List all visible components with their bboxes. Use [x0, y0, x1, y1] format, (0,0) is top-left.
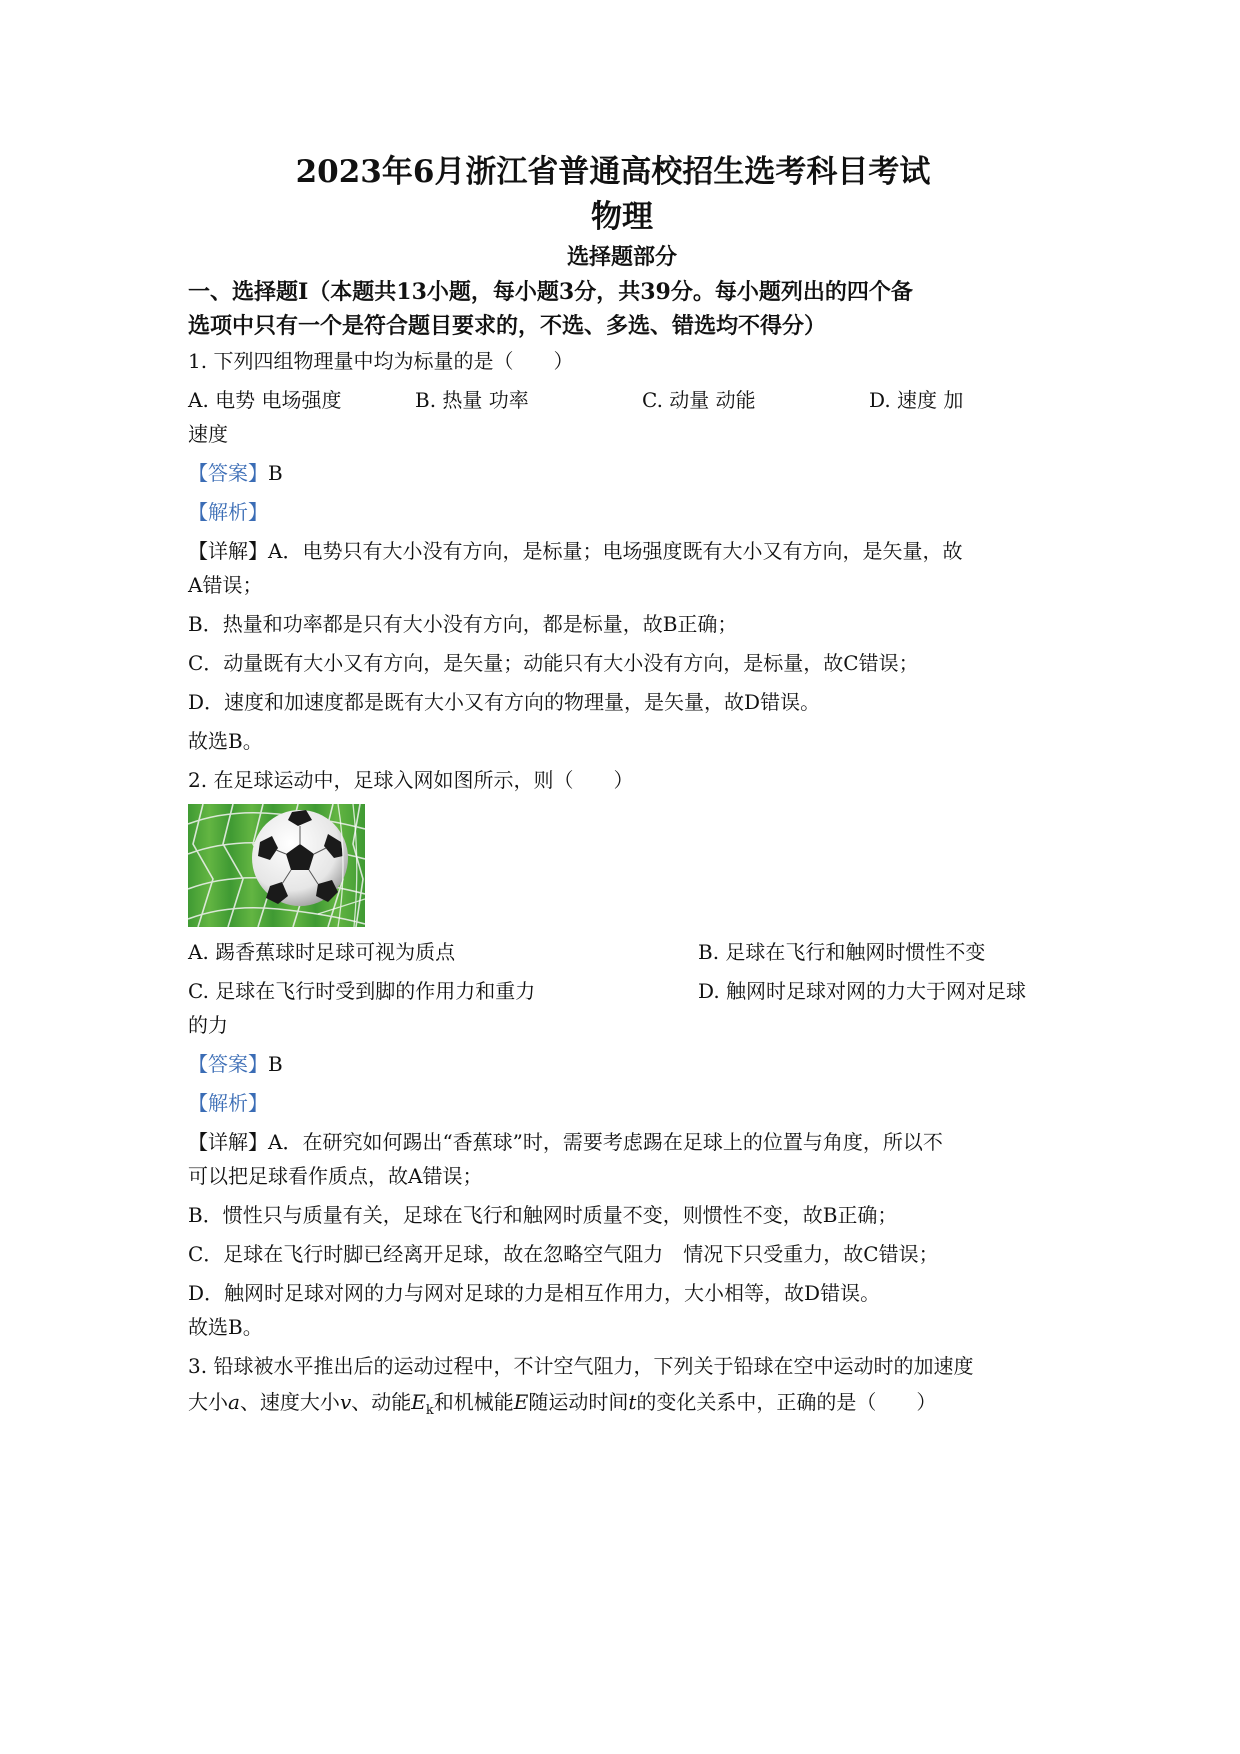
q1-detail-b: B．热量和功率都是只有大小没有方向，都是标量，故B正确；	[188, 612, 738, 636]
q2-options-row2	[188, 977, 1056, 1005]
q2-stem: 2. 在足球运动中，足球入网如图所示，则（ ）	[188, 768, 634, 792]
var-ek: E	[411, 1390, 426, 1414]
exam-page	[188, 150, 1056, 1425]
q2-answer	[188, 1050, 1056, 1078]
q2-option-d-cont: 的力	[188, 1013, 228, 1037]
q3-stem-line2	[188, 1388, 1056, 1425]
q3-text: 、速度大小	[239, 1390, 340, 1414]
q2-detail-b: B．惯性只与质量有关，足球在飞行和触网时质量不变，则惯性不变，故B正确；	[188, 1203, 898, 1227]
part-title: 选择题部分	[566, 244, 677, 270]
detail-text: A．电势只有大小没有方向，是标量；电场强度既有大小又有方向，是矢量，故	[268, 539, 963, 563]
detail-label: 【详解】	[188, 539, 268, 563]
q2-conclusion: 故选B。	[188, 1315, 263, 1339]
answer-value: B	[268, 1052, 283, 1076]
q1-detail-a2: A错误；	[188, 573, 263, 597]
q1-option-b: B. 热量 功率	[415, 388, 529, 412]
subject-title: 物理	[591, 199, 653, 235]
answer-label: 【答案】	[188, 1052, 268, 1076]
q3-text: 大小	[188, 1390, 228, 1414]
var-t: t	[628, 1390, 637, 1414]
var-e: E	[513, 1390, 529, 1414]
q3-text: 随运动时间	[528, 1390, 629, 1414]
answer-value: B	[268, 461, 283, 485]
q1-option-a: A. 电势 电场强度	[188, 388, 342, 412]
detail-label: 【详解】	[188, 1130, 268, 1154]
var-v: v	[339, 1390, 352, 1414]
q2-analysis-label: 【解析】	[188, 1091, 268, 1115]
q2-option-d: D. 触网时足球对网的力大于网对足球	[698, 979, 1027, 1003]
q2-detail-c: C．足球在飞行时脚已经离开足球，故在忽略空气阻力 情况下只受重力，故C错误；	[188, 1242, 939, 1266]
q1-option-d-cont: 速度	[188, 422, 228, 446]
q1-analysis-label: 【解析】	[188, 500, 268, 524]
soccer-ball-in-net-image	[188, 804, 365, 927]
q2-detail-a2: 可以把足球看作质点，故A错误；	[188, 1164, 483, 1188]
q3-text: 、动能	[351, 1390, 412, 1414]
q1-detail-c: C．动量既有大小又有方向，是矢量；动能只有大小没有方向，是标量，故C错误；	[188, 651, 919, 675]
q2-option-b: B. 足球在飞行和触网时惯性不变	[698, 940, 986, 964]
q2-detail-a	[188, 1128, 1056, 1156]
q2-detail-d: D．触网时足球对网的力与网对足球的力是相互作用力，大小相等，故D错误。	[188, 1281, 881, 1305]
q1-option-d: D. 速度 加	[869, 388, 964, 412]
q1-conclusion: 故选B。	[188, 729, 263, 753]
var-ek-subscript: k	[425, 1403, 434, 1418]
exam-title: 2023年6月浙江省普通高校招生选考科目考试	[295, 154, 931, 190]
answer-label: 【答案】	[188, 461, 268, 485]
section-heading-line2: 选项中只有一个是符合题目要求的，不选、多选、错选均不得分）	[188, 313, 827, 339]
q2-options-row1	[188, 938, 1056, 966]
detail-text: A．在研究如何踢出“香蕉球”时，需要考虑踢在足球上的位置与角度，所以不	[268, 1130, 943, 1154]
q2-option-c: C. 足球在飞行时受到脚的作用力和重力	[188, 979, 536, 1003]
soccer-ball-icon	[252, 810, 348, 906]
q1-answer	[188, 459, 1056, 487]
q1-option-c: C. 动量 动能	[642, 388, 756, 412]
var-a: a	[228, 1390, 240, 1414]
section-heading-line1: 一、选择题Ⅰ（本题共13小题，每小题3分，共39分。每小题列出的四个备	[188, 279, 913, 305]
q3-stem-line1: 3. 铅球被水平推出后的运动过程中，不计空气阻力，下列关于铅球在空中运动时的加速度	[188, 1354, 974, 1378]
q3-text: 的变化关系中，正确的是（ ）	[636, 1390, 937, 1414]
q1-stem: 1. 下列四组物理量中均为标量的是（ ）	[188, 349, 574, 373]
q2-option-a: A. 踢香蕉球时足球可视为质点	[188, 940, 456, 964]
q1-detail-a	[188, 537, 1056, 565]
q1-detail-d: D．速度和加速度都是既有大小又有方向的物理量，是矢量，故D错误。	[188, 690, 821, 714]
q1-options	[188, 386, 1056, 414]
q3-text: 和机械能	[433, 1390, 514, 1414]
